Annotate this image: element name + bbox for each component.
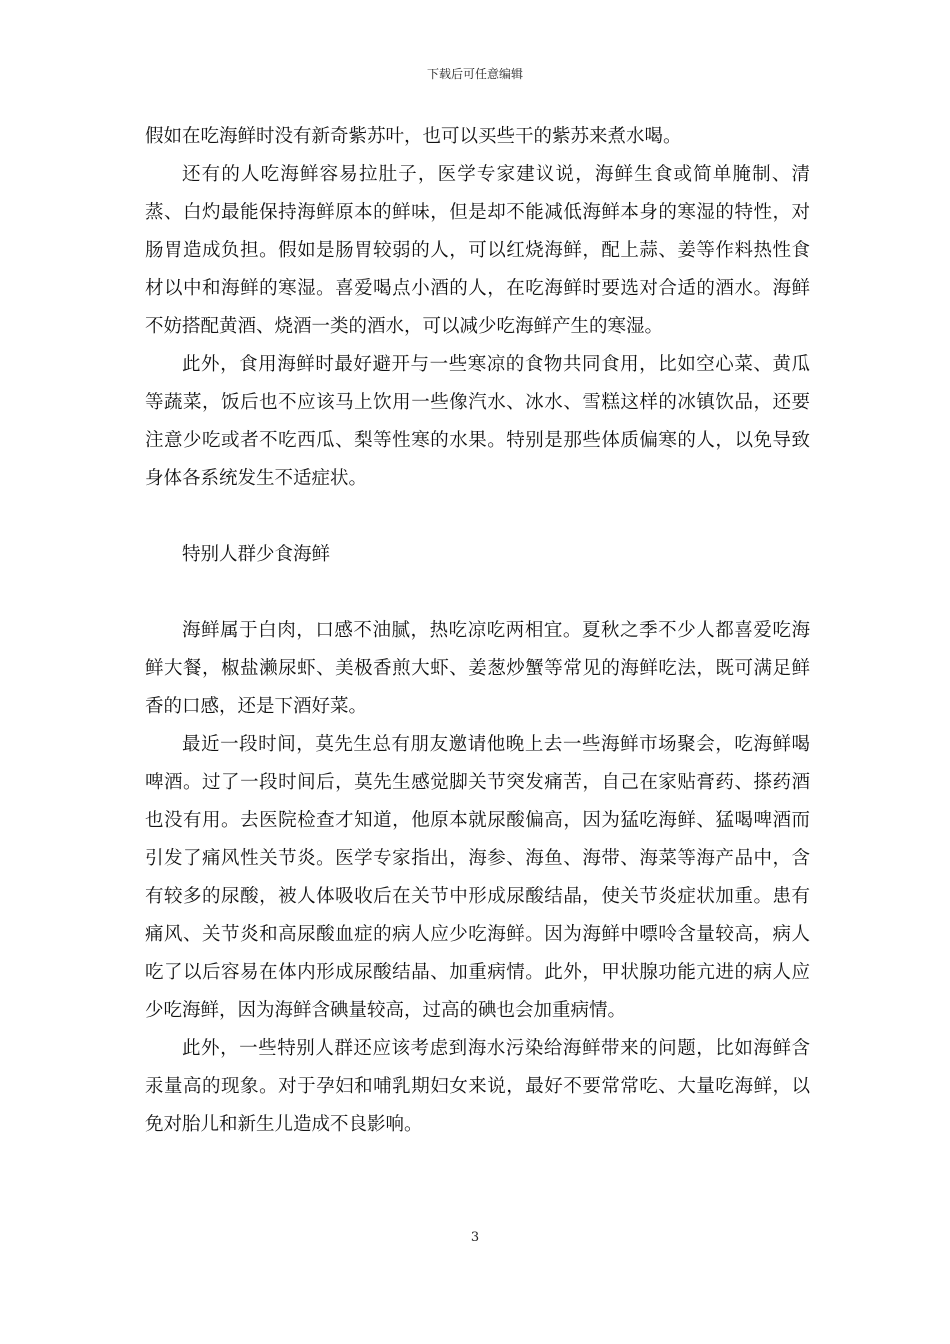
paragraph: 假如在吃海鲜时没有新奇紫苏叶，也可以买些干的紫苏来煮水喝。: [145, 126, 682, 147]
section-heading: 特别人群少食海鲜: [182, 544, 331, 565]
page-header: 下载后可任意编辑: [426, 67, 523, 81]
paragraph: 还有的人吃海鲜容易拉肚子，医学专家建议说，海鲜生食或简单腌制、清蒸、白灼最能保持海鲜原本的鲜味，但是却不能减低海鲜本身的寒湿的特性，对肠胃造成负担。假如是肠胃较弱的人，可以红烧海鲜，配上蒜、姜等作料热性食材以中和海鲜的寒湿。喜爱喝点小酒的人，在吃海鲜时要选对合适的酒水。海鲜不妨搭配黄酒、烧酒一类的酒水，可以减少吃海鲜产生的寒湿。: [145, 164, 810, 337]
paragraph: 此外，食用海鲜时最好避开与一些寒凉的食物共同食用，比如空心菜、黄瓜等蔬菜，饭后也不应该马上饮用一些像汽水、冰水、雪糕这样的冰镇饮品，还要注意少吃或者不吃西瓜、梨等性寒的水果。特别是那些体质偏寒的人，以免导致身体各系统发生不适症状。: [145, 354, 810, 489]
paragraph: 最近一段时间，莫先生总有朋友邀请他晚上去一些海鲜市场聚会，吃海鲜喝啤酒。过了一段时间后，莫先生感觉脚关节突发痛苦，自己在家贴膏药、搽药酒也没有用。去医院检查才知道，他原本就尿酸偏高，因为猛吃海鲜、猛喝啤酒而引发了痛风性关节炎。医学专家指出，海参、海鱼、海带、海菜等海产品中，含有较多的尿酸，被人体吸收后在关节中形成尿酸结晶，使关节炎症状加重。患有痛风、关节炎和高尿酸血症的病人应少吃海鲜。因为海鲜中嘌呤含量较高，病人吃了以后容易在体内形成尿酸结晶、加重病情。此外，甲状腺功能亢进的病人应少吃海鲜，因为海鲜含碘量较高，过高的碘也会加重病情。: [145, 734, 810, 1021]
paragraph: 此外，一些特别人群还应该考虑到海水污染给海鲜带来的问题，比如海鲜含汞量高的现象。对于孕妇和哺乳期妇女来说，最好不要常常吃、大量吃海鲜，以免对胎儿和新生儿造成不良影响。: [145, 1038, 810, 1135]
page-number: 3: [470, 1230, 480, 1245]
paragraph: 海鲜属于白肉，口感不油腻，热吃凉吃两相宜。夏秋之季不少人都喜爱吃海鲜大餐，椒盐濑尿虾、美极香煎大虾、姜葱炒蟹等常见的海鲜吃法，既可满足鲜香的口感，还是下酒好菜。: [145, 620, 810, 717]
document-body: [145, 118, 810, 1144]
